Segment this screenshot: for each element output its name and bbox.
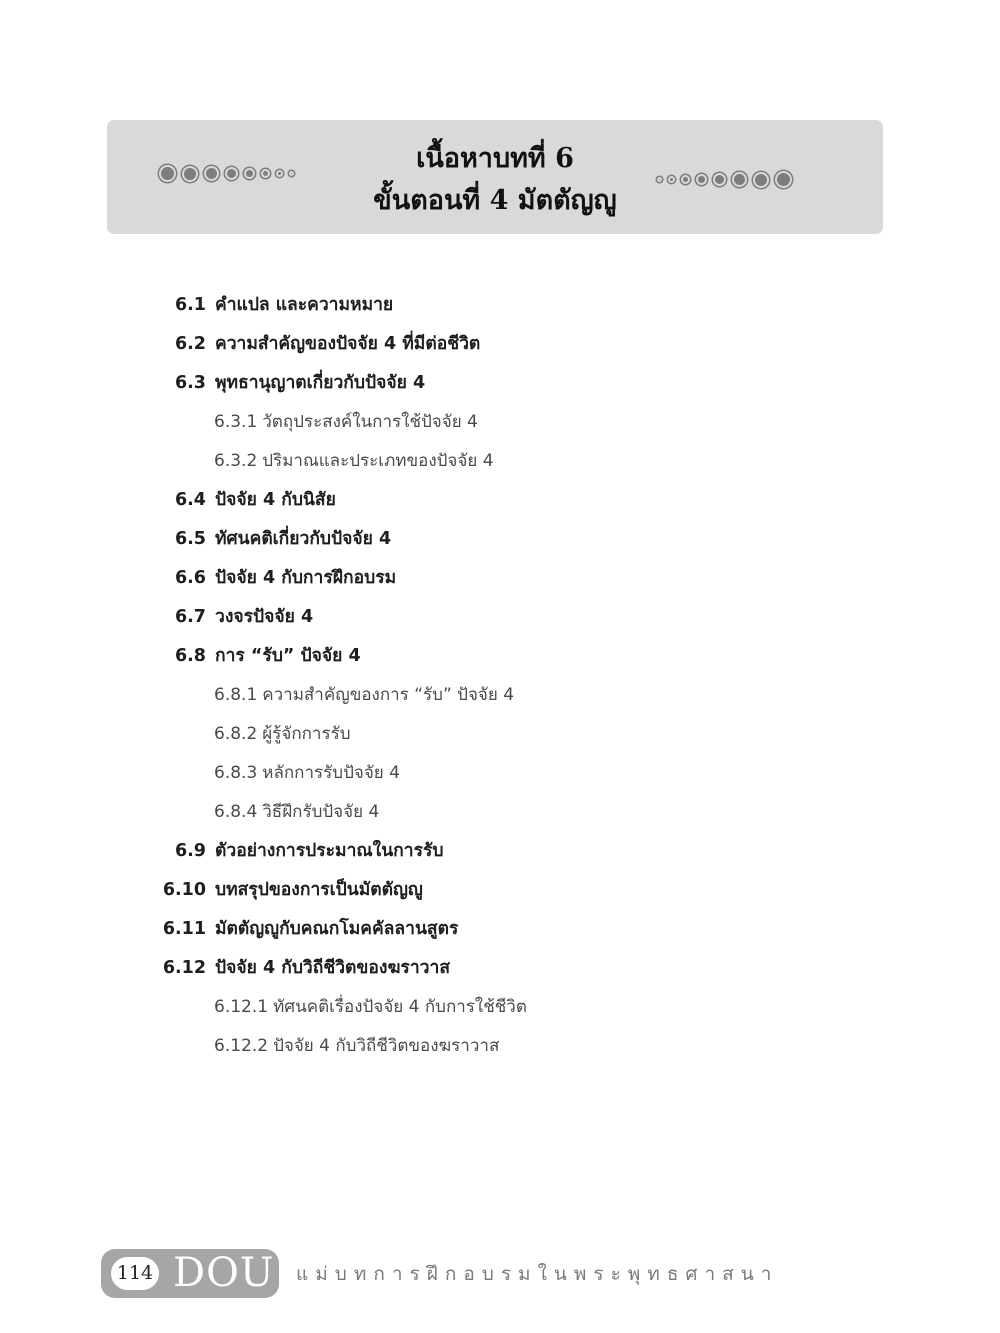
- toc-subitem: [214, 754, 400, 793]
- toc-subitem: [214, 1027, 499, 1066]
- toc-item: [160, 325, 480, 364]
- toc-item-title: การ “รับ” ปัจจัย 4: [215, 646, 361, 666]
- toc-item-title: ทัศนคติเกี่ยวกับปัจจัย 4: [215, 529, 392, 549]
- toc-item: [160, 637, 361, 676]
- toc-item-title: หลักการรับปัจจัย 4: [262, 763, 400, 783]
- toc-item: [160, 871, 423, 910]
- toc-item: [160, 481, 336, 520]
- dot-icon: [696, 174, 707, 185]
- toc-item: [160, 832, 444, 871]
- toc-item-title: ปริมาณและประเภทของปัจจัย 4: [262, 451, 494, 471]
- toc-item: [160, 559, 396, 598]
- toc-item-title: มัตตัญญูกับคณกโมคคัลลานสูตร: [215, 919, 459, 939]
- toc-item-title: ปัจจัย 4 กับวิถีชีวิตของฆราวาส: [273, 1036, 500, 1056]
- chapter-header: [107, 120, 883, 234]
- toc-item-number: 6.2: [174, 334, 206, 354]
- toc-item-number: 6.3.1: [214, 412, 258, 432]
- toc-item-number: 6.10: [162, 880, 206, 900]
- toc-item-number: 6.12.1: [214, 997, 269, 1017]
- toc-item: [160, 286, 393, 325]
- toc-item-number: 6.6: [174, 568, 206, 588]
- toc-item: [160, 364, 425, 403]
- toc-item-title: คำแปล และความหมาย: [215, 295, 394, 315]
- toc-item-number: 6.1: [174, 295, 206, 315]
- toc-item: [160, 520, 391, 559]
- dot-icon: [668, 176, 675, 183]
- toc-item-title: ปัจจัย 4 กับนิสัย: [215, 490, 336, 510]
- toc-item-title: พุทธานุญาตเกี่ยวกับปัจจัย 4: [215, 373, 426, 393]
- dou-logo: DOU: [173, 1250, 275, 1296]
- toc-item-number: 6.3.2: [214, 451, 258, 471]
- footer-badge: [101, 1249, 279, 1298]
- toc-item-number: 6.9: [174, 841, 206, 861]
- right-decorative-dots: [657, 171, 792, 188]
- book-title: แม่บทการฝึกอบรมในพระพุทธศาสนา: [296, 1263, 779, 1285]
- toc-item-title: บทสรุปของการเป็นมัตตัญญู: [215, 880, 423, 900]
- toc-item-title: วงจรปัจจัย 4: [215, 607, 314, 627]
- toc-item-number: 6.8.3: [214, 763, 258, 783]
- toc-item-number: 6.8.1: [214, 685, 258, 705]
- dot-icon: [657, 177, 662, 182]
- page-number: 114: [111, 1257, 159, 1290]
- toc-item-number: 6.12.2: [214, 1036, 269, 1056]
- dot-icon: [775, 171, 792, 188]
- toc-item-number: 6.8.2: [214, 724, 258, 744]
- toc-subitem: [214, 793, 379, 832]
- toc-item: [160, 910, 458, 949]
- toc-item-title: ปัจจัย 4 กับวิถีชีวิตของฆราวาส: [215, 958, 450, 978]
- dot-icon: [713, 173, 726, 186]
- toc-item-number: 6.3: [174, 373, 206, 393]
- toc-item: [160, 949, 450, 988]
- toc-item-title: ทัศนคติเรื่องปัจจัย 4 กับการใช้ชีวิต: [273, 997, 527, 1017]
- toc-subitem: [214, 442, 494, 481]
- chapter-title-line2: ขั้นตอนที่ 4 มัตตัญญู: [373, 185, 617, 216]
- toc-subitem: [214, 676, 514, 715]
- toc-item-title: วัตถุประสงค์ในการใช้ปัจจัย 4: [262, 412, 478, 432]
- toc-subitem: [214, 403, 478, 442]
- toc-item-title: ความสำคัญของปัจจัย 4 ที่มีต่อชีวิต: [215, 334, 481, 354]
- dot-icon: [732, 172, 747, 187]
- toc-item-number: 6.12: [162, 958, 206, 978]
- dot-icon: [681, 175, 690, 184]
- toc-item-title: วิธีฝึกรับปัจจัย 4: [262, 802, 380, 822]
- toc-item-title: ปัจจัย 4 กับการฝึกอบรม: [215, 568, 397, 588]
- toc-item-number: 6.5: [174, 529, 206, 549]
- toc-item-number: 6.8: [174, 646, 206, 666]
- toc-item-number: 6.7: [174, 607, 206, 627]
- chapter-title-line1: เนื้อหาบทที่ 6: [416, 143, 574, 174]
- toc-item-number: 6.8.4: [214, 802, 258, 822]
- toc-item-title: ความสำคัญของการ “รับ” ปัจจัย 4: [262, 685, 515, 705]
- toc-item-number: 6.4: [174, 490, 206, 510]
- toc-item: [160, 598, 313, 637]
- toc-item-number: 6.11: [162, 919, 206, 939]
- toc-item-title: ผู้รู้จักการรับ: [262, 724, 351, 744]
- toc-item-title: ตัวอย่างการประมาณในการรับ: [215, 841, 444, 861]
- toc-subitem: [214, 715, 351, 754]
- toc-subitem: [214, 988, 527, 1027]
- dot-icon: [753, 172, 769, 188]
